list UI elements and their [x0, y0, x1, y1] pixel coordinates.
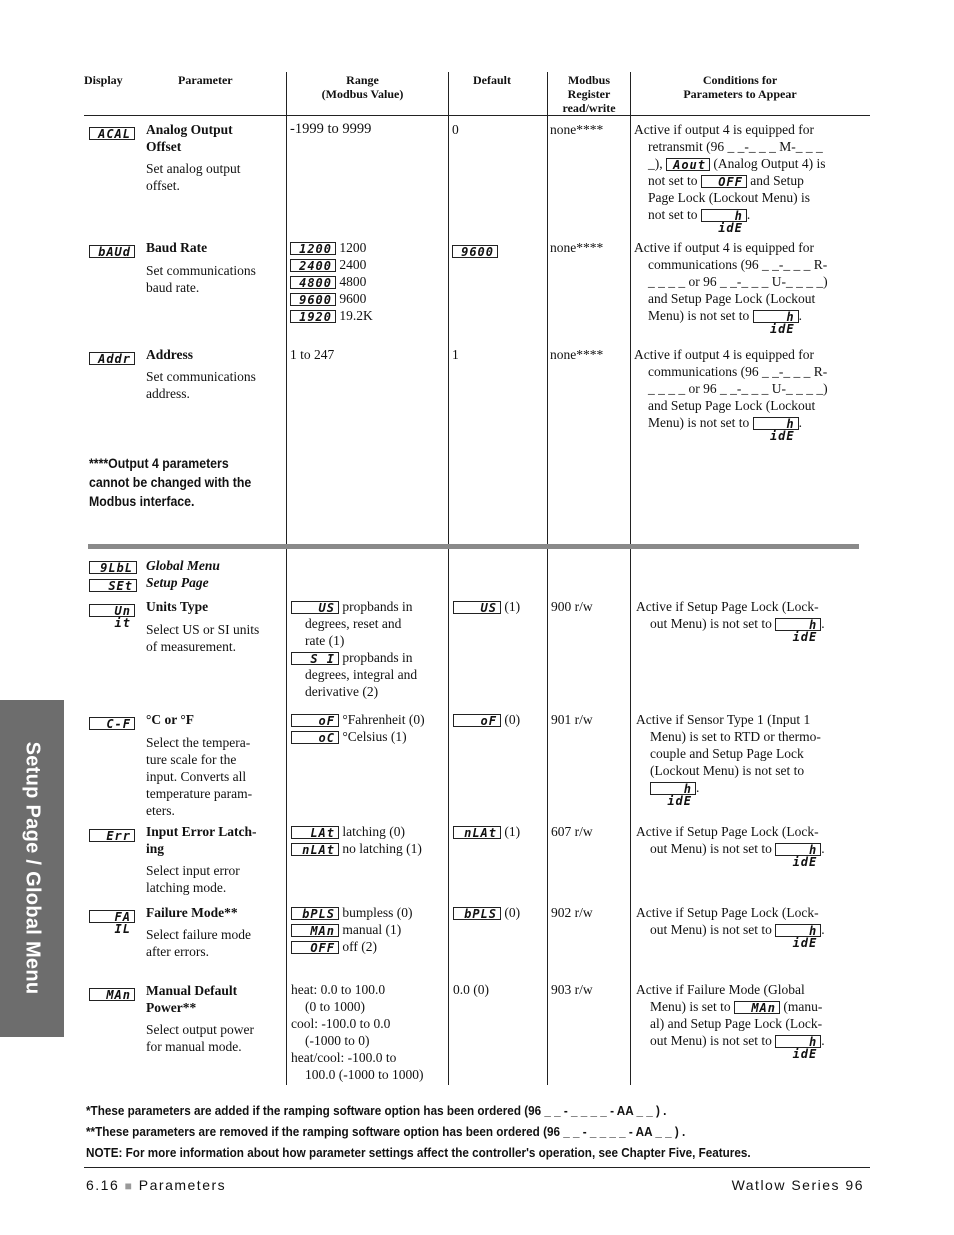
conditions-err: Active if Setup Page Lock (Lock- out Menu) is not set to h idE.: [636, 824, 825, 870]
default-err: nLAt (1): [453, 823, 520, 840]
modbus-unit: 900 r/w: [551, 599, 593, 614]
default-baud: 9600: [452, 242, 498, 260]
display-man: MAn: [89, 985, 135, 1003]
modbus-err: 607 r/w: [551, 824, 593, 839]
header-conditions-line1: Conditions for: [702, 73, 778, 87]
range-unit: US propbands in degrees, reset and rate (1) S I propbands in degrees, integral and derivative (2): [291, 598, 417, 700]
param-desc-addr: Set communications address.: [146, 369, 256, 401]
column-divider-4: [630, 72, 631, 1085]
conditions-addr: Active if output 4 is equipped for communications (96 _ _-_ _ _ R- _ _ _ _ or 96 _ _-_ _ _ U-_ _ _ _) and Setup Page Lock (Lockout Menu) is not set to h idE.: [634, 347, 828, 444]
footer-divider: [84, 1167, 870, 1168]
param-desc-fail: Select failure mode after errors.: [146, 927, 251, 959]
display-baud: bAUd: [89, 242, 135, 260]
default-acal: 0: [452, 122, 459, 137]
footnote-note: NOTE: For more information about how parameter settings affect the controller's operation, see Chapter Five, Features.: [86, 1145, 751, 1160]
header-range: [290, 73, 435, 101]
header-divider: [84, 115, 870, 116]
modbus-acal: none****: [550, 122, 604, 137]
display-set: SEt: [89, 576, 137, 594]
section-label: Parameters: [138, 1177, 227, 1193]
output4-note: ****Output 4 parameters cannot be changed with the Modbus interface.: [89, 455, 252, 509]
conditions-fail: Active if Setup Page Lock (Lock- out Menu) is not set to h idE.: [636, 905, 825, 951]
lcd-aout: Aout: [666, 158, 710, 171]
range-acal: -1999 to 9999: [290, 121, 372, 137]
display-acal: ACAL: [89, 124, 135, 142]
range-addr: 1 to 247: [290, 347, 335, 362]
param-analog-output-offset: Analog Output Offset: [146, 122, 233, 154]
default-man: 0.0 (0): [453, 982, 489, 997]
param-baud-rate: Baud Rate: [146, 240, 208, 255]
header-modbus-line2: Register: [567, 87, 611, 101]
default-unit: US (1): [453, 598, 520, 615]
page-footer-right: Watlow Series 96: [731, 1177, 864, 1193]
page-number: 6.16: [86, 1177, 120, 1193]
range-err: LAt latching (0) nLAt no latching (1): [291, 823, 422, 857]
range-man: heat: 0.0 to 100.0 (0 to 1000) cool: -100.0 to 0.0 (-1000 to 0) heat/cool: -100.0 to 100.0 (-1000 to 1000): [291, 982, 424, 1082]
param-failure-mode: Failure Mode**: [146, 905, 238, 920]
param-address: Address: [146, 347, 194, 362]
modbus-man: 903 r/w: [551, 982, 593, 997]
column-divider-3: [547, 72, 548, 1085]
param-desc-cf: Select the tempera- ture scale for the input. Converts all temperature param- eters.: [146, 735, 253, 818]
header-range-line1: Range: [346, 73, 379, 87]
header-modbus-line1: Modbus: [567, 73, 611, 87]
modbus-baud: none****: [550, 240, 604, 255]
range-baud: 1200 1200 2400 2400 4800 4800 9600 9600 1920 19.2K: [290, 239, 373, 324]
default-fail: bPLS (0): [453, 904, 520, 921]
default-addr: 1: [452, 347, 459, 362]
range-fail: bPLS bumpless (0) MAn manual (1) OFF off (2): [291, 904, 413, 955]
footnote-added: *These parameters are added if the ramping software option has been ordered (96 _ _ - _ _ _ _ - AA _ _ ) .: [86, 1103, 667, 1118]
side-tab-label: Setup Page / Global Menu: [21, 741, 44, 995]
display-err: Err: [89, 826, 135, 844]
header-display: Display: [84, 73, 123, 87]
display-glbl: 9LbL: [89, 558, 137, 576]
range-cf: oF °Fahrenheit (0) oC °Celsius (1): [291, 711, 425, 745]
square-bullet-icon: ■: [124, 1179, 134, 1193]
header-parameter: Parameter: [178, 73, 233, 87]
lcd-off: OFF: [701, 175, 747, 188]
param-desc-man: Select output power for manual mode.: [146, 1022, 254, 1054]
header-conditions-line2: Parameters to Appear: [683, 87, 797, 101]
display-addr: Addr: [89, 349, 135, 367]
modbus-addr: none****: [550, 347, 604, 362]
display-cf: C-F: [89, 714, 135, 732]
param-manual-default-power: Manual Default Power**: [146, 983, 238, 1015]
modbus-cf: 901 r/w: [551, 712, 593, 727]
param-desc-unit: Select US or SI units of measurement.: [146, 622, 260, 654]
header-conditions: [640, 73, 840, 101]
conditions-unit: Active if Setup Page Lock (Lock- out Menu) is not set to h idE.: [636, 599, 825, 645]
header-default: Default: [473, 73, 511, 87]
param-units-type: Units Type: [146, 599, 209, 614]
page-footer-left: [86, 1177, 226, 1193]
column-divider-1: [286, 72, 287, 1085]
conditions-man: Active if Failure Mode (Global Menu) is set to MAn (manu- al) and Setup Page Lock (Lock- out Menu) is not set to h idE.: [636, 982, 825, 1062]
param-desc-acal: Set analog output offset.: [146, 161, 241, 193]
display-fail: FA IL: [89, 907, 135, 925]
header-modbus-line3: read/write: [562, 101, 616, 115]
footnote-removed: **These parameters are removed if the ramping software option has been ordered (96 _ _ - _ _ _ _ - AA _ _ ) .: [86, 1124, 686, 1139]
default-cf: oF (0): [453, 711, 520, 728]
column-divider-2: [448, 72, 449, 1085]
display-unit: Un it: [89, 601, 135, 619]
param-input-error-latching: Input Error Latch- ing: [146, 824, 257, 856]
section-separator-bar: [88, 544, 859, 549]
param-desc-err: Select input error latching mode.: [146, 863, 240, 895]
conditions-acal: Active if output 4 is equipped for retransmit (96 _ _-_ _ _ M-_ _ _ _), Aout (Analog Output 4) is not set to OFF and Setup Page Lock (Lockout Menu) is not set to h idE.: [634, 122, 826, 236]
conditions-cf: Active if Sensor Type 1 (Input 1 Menu) is set to RTD or thermo- couple and Setup Page Lock (Lockout Menu) is not set to h idE.: [636, 712, 821, 809]
header-range-line2: (Modbus Value): [321, 87, 404, 101]
param-desc-baud: Set communications baud rate.: [146, 263, 256, 295]
global-menu-title: Global Menu Setup Page: [146, 558, 220, 590]
conditions-baud: Active if output 4 is equipped for communications (96 _ _-_ _ _ R- _ _ _ _ or 96 _ _-_ _ _ U-_ _ _ _) and Setup Page Lock (Lockout Menu) is not set to h idE.: [634, 240, 828, 337]
modbus-fail: 902 r/w: [551, 905, 593, 920]
header-modbus: [548, 73, 630, 115]
param-c-or-f: °C or °F: [146, 712, 195, 727]
lcd-hide: h idE: [701, 209, 747, 222]
